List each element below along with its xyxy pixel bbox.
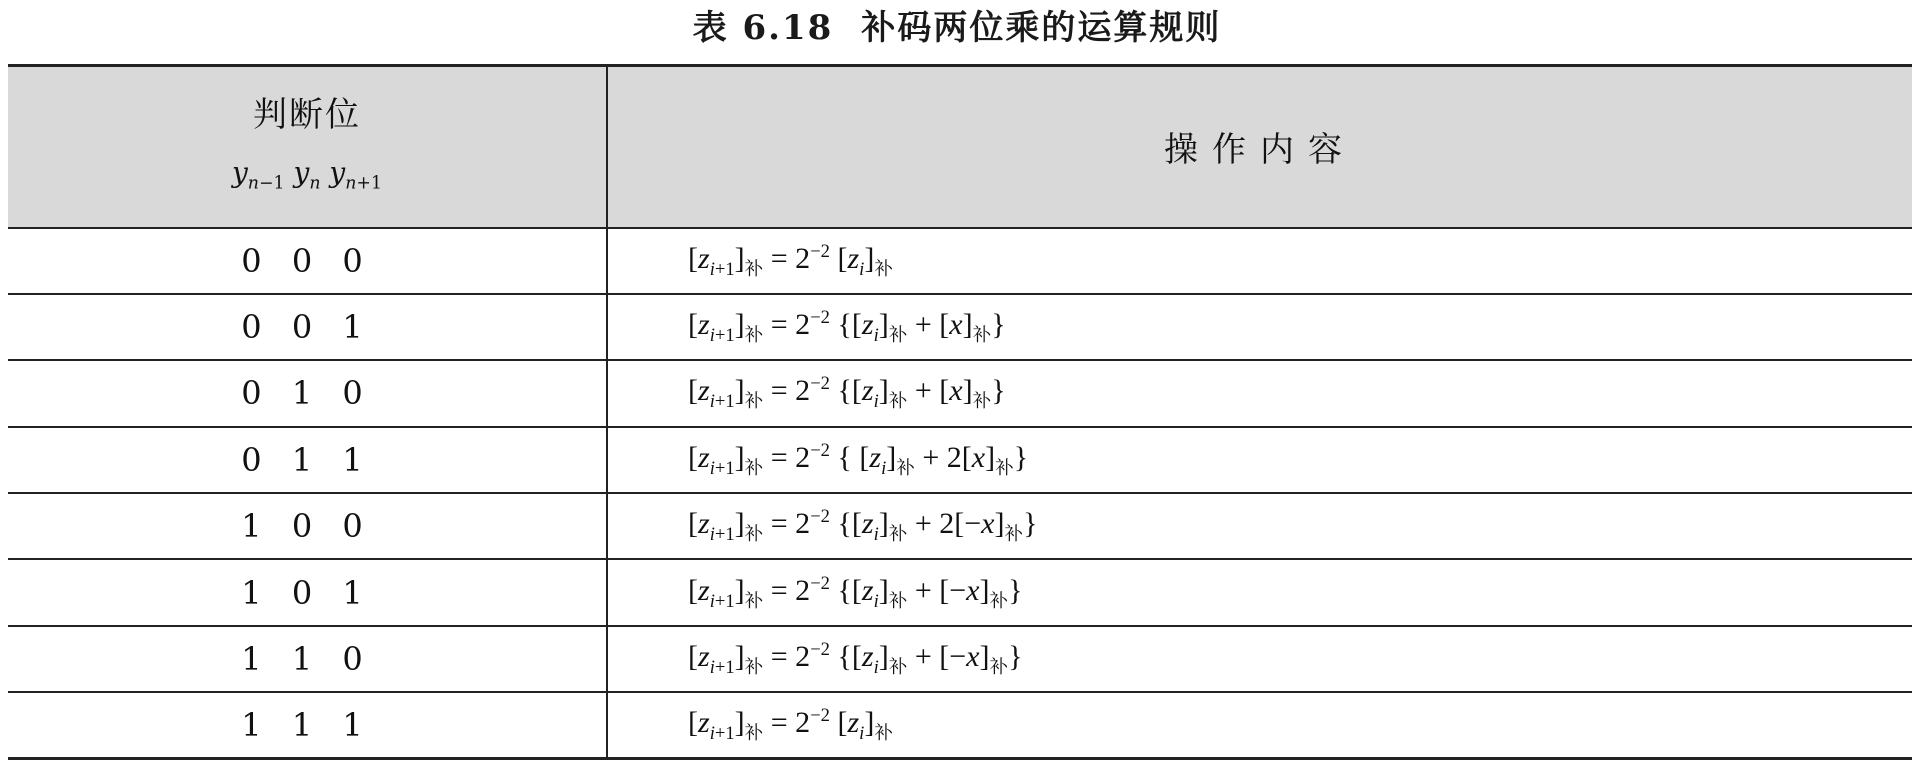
table-row (8, 493, 1912, 559)
judge-bits-cell: 0 0 1 (8, 294, 607, 360)
table-row (8, 427, 1912, 493)
header-judge-bits-title: 判断位 (253, 95, 361, 136)
booth-rules-table (8, 64, 1912, 760)
table-row (8, 360, 1912, 426)
operation-cell: $[z_{i+1}]_补 = 2^{-2}$ $\{[z_i]_补 + 2[-x]_补\}$ (607, 493, 1912, 559)
header-operation: 操作内容 (607, 66, 1912, 228)
judge-bits-cell: 0 0 0 (8, 228, 607, 294)
operation-cell: $[z_{i+1}]_补 = 2^{-2}$ $\{[z_i]_补 + [-x]_补\}$ (607, 626, 1912, 692)
judge-bits-cell: 0 1 1 (8, 427, 607, 493)
table-body (8, 228, 1912, 759)
operation-cell: $[z_{i+1}]_补 = 2^{-2}$ $\{[z_i]_补 + [x]_补\}$ (607, 294, 1912, 360)
table-number: 表 6.18 (692, 8, 834, 48)
table-header-row (8, 66, 1912, 228)
table-caption (0, 4, 1914, 52)
table-row (8, 559, 1912, 625)
table-title: 补码两位乘的运算规则 (861, 8, 1222, 48)
operation-cell: $[z_{i+1}]_补 = 2^{-2}$ $\{[z_i]_补 + [-x]_补\}$ (607, 559, 1912, 625)
operation-cell: $[z_{i+1}]_补 = 2^{-2}$ $[z_i]_补$ (607, 228, 1912, 294)
judge-bits-cell: 1 0 1 (8, 559, 607, 625)
judge-bits-cell: 1 0 0 (8, 493, 607, 559)
judge-bits-cell: 1 1 0 (8, 626, 607, 692)
table-row (8, 294, 1912, 360)
header-judge-bits-subtitle: $y_{n-1}$ $y_n$ $y_{n+1}$ (231, 156, 383, 195)
table-row (8, 228, 1912, 294)
judge-bits-cell: 0 1 0 (8, 360, 607, 426)
operation-cell: $[z_{i+1}]_补 = 2^{-2}$ $\{[z_i]_补 + [x]_补\}$ (607, 360, 1912, 426)
operation-cell: $[z_{i+1}]_补 = 2^{-2}$ { $[z_i]_补 + 2[x]_补$} (607, 427, 1912, 493)
header-judge-bits (8, 66, 607, 228)
table-row (8, 692, 1912, 758)
table-row (8, 626, 1912, 692)
operation-cell: $[z_{i+1}]_补 = 2^{-2}$ $[z_i]_补$ (607, 692, 1912, 758)
judge-bits-cell: 1 1 1 (8, 692, 607, 758)
